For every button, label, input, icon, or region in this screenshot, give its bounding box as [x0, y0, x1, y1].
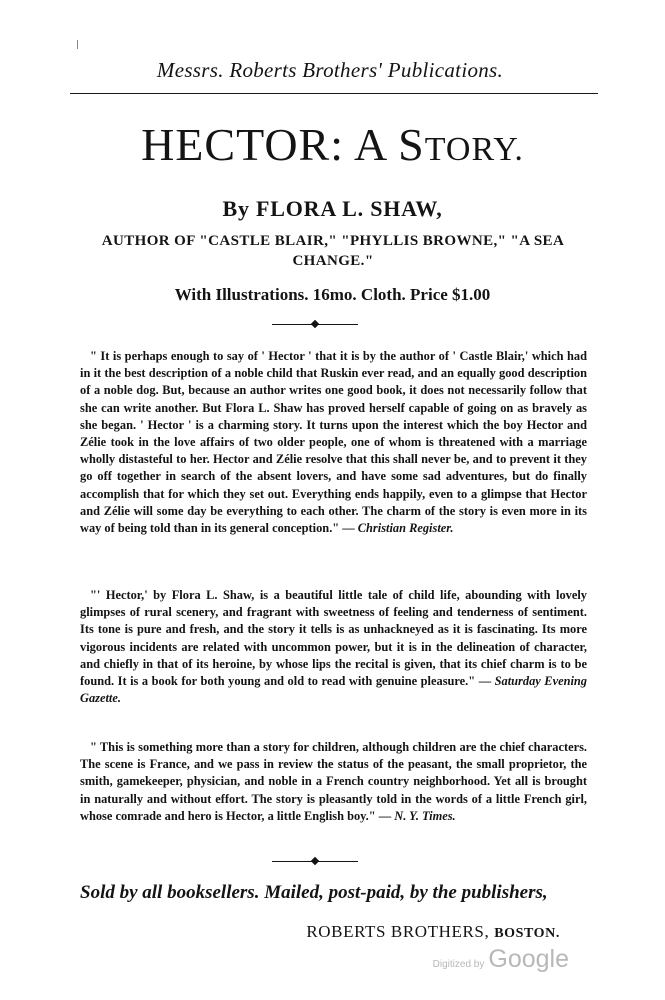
- digitized-watermark: [433, 945, 569, 974]
- review-text: " This is something more than a story for children, although children are the chief characters. The scene is France, and we pass in review the status of the peasant, the small proprietor, the smith, gamekeeper, physician, and noble in a French country neighborhood. Yet all is brought in naturally and without effort. The story is pleasantly told in the words of a little French girl, whose comrade and hero is Hector, a little English boy." —: [80, 740, 587, 823]
- review-source: Saturday Evening Gazette.: [80, 674, 587, 706]
- author-byline: By FLORA L. SHAW,: [222, 196, 443, 221]
- ornament-divider-bottom: [272, 858, 358, 866]
- review-text: "' Hector,' by Flora L. Shaw, is a beautiful little tale of child life, abounding with lovely glimpses of rural scenery, and fragrant with sweetness of feeling and tenderness of sentiment. Its tone is pure and fresh, and the story it tells is as unhackneyed as it is fascinating. Its more vigorous incidents are related with uncommon power, but it is in the delineation of character, and chiefly in that of its heroine, by whose lips the recital is given, that its chief charm is to be found. It is a book for both young and old to read with genuine pleasure." —: [80, 588, 587, 689]
- author-of-block: [68, 231, 598, 271]
- review-christian-register: [80, 348, 587, 537]
- publisher-city: BOSTON.: [494, 926, 560, 941]
- book-title: [60, 119, 605, 170]
- book-title-main: HECTOR: A S: [141, 119, 425, 170]
- watermark-prefix: Digitized by: [432, 959, 485, 970]
- publisher-name: ROBERTS BROTHERS,: [306, 922, 490, 941]
- book-details: With Illustrations. 16mo. Cloth. Price $1.00: [174, 285, 491, 304]
- publisher-header: Messrs. Roberts Brothers' Publications.: [156, 58, 504, 82]
- sold-by-line: Sold by all booksellers. Mailed, post-paid, by the publishers,: [80, 882, 548, 903]
- review-source: Christian Register.: [357, 521, 454, 536]
- author-of-line-1: AUTHOR OF "CASTLE BLAIR," "PHYLLIS BROWNE," "A SEA: [101, 233, 565, 249]
- review-text: " It is perhaps enough to say of ' Hector ' that it is by the author of ' Castle Blair,' which had in it the best description of a noble child that Ruskin ever read, and an equally good description of a noble dog. But, because an author writes one good book, it does not necessarily follow that she can write another. But Flora L. Shaw has proved herself capable of going on as bravely as she began. ' Hector ' is a charming story. It turns upon the interest which the boy Hector and Zélie took in the love affairs of two older people, one of whom is threatened with a marriage wholly distasteful to her. Hector and Zélie resolve that this shall never be, and to prevent it they go off together in search of the absent lovers, and have some sad adventures, but do finally accomplish that for which they set out. Everything ends happily, even to a glimpse that Hector and Zélie will some day be everything to each other. The charm of the story is even more in its way of being told than in its general conception." —: [80, 349, 587, 536]
- header-rule: [70, 93, 598, 94]
- margin-mark: [77, 40, 78, 49]
- book-title-smallcaps: TORY.: [424, 131, 524, 168]
- review-ny-times: [80, 739, 587, 825]
- author-of-line-2: CHANGE.": [292, 253, 374, 269]
- publisher-imprint: [240, 922, 560, 942]
- ornament-divider-top: [272, 321, 358, 329]
- watermark-brand: Google: [488, 945, 569, 973]
- review-saturday-evening-gazette: [80, 587, 587, 707]
- review-source: N. Y. Times.: [394, 808, 456, 823]
